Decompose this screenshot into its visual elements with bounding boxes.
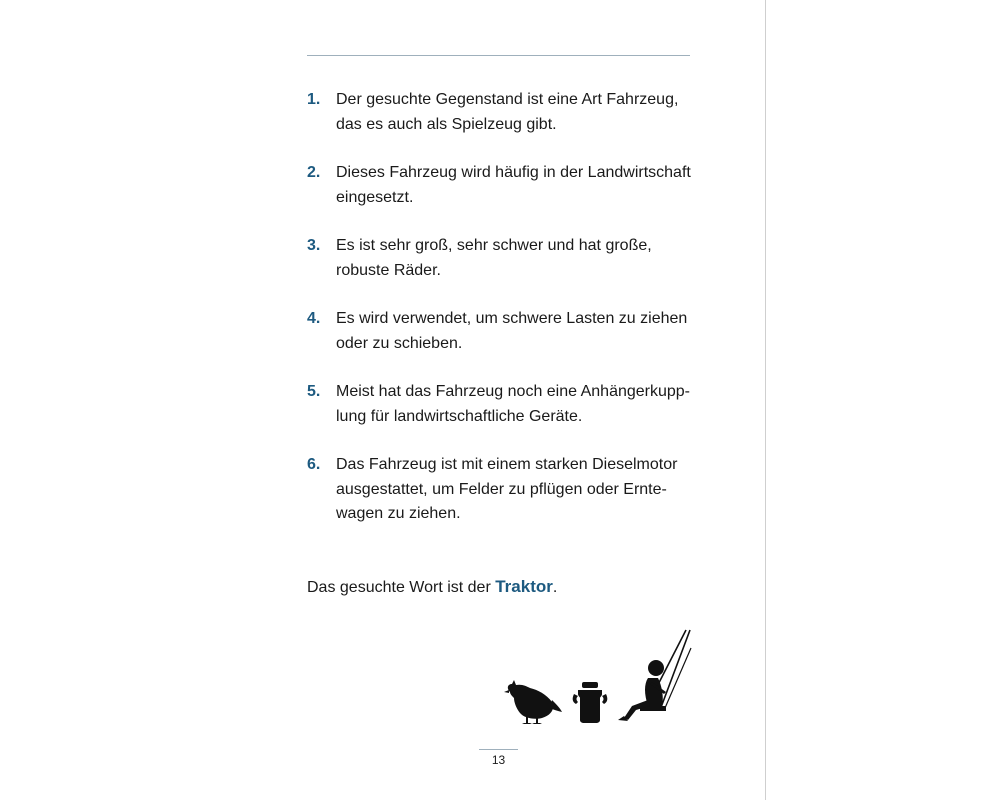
clue-number: 2. (307, 164, 321, 181)
clue-line: oder zu schieben. (336, 334, 463, 352)
clue-text (336, 161, 691, 210)
farm-illustration (500, 628, 695, 728)
clue-list (307, 88, 707, 551)
clue-line: eingesetzt. (336, 188, 414, 206)
clue-number: 4. (307, 310, 321, 327)
clue-number: 6. (307, 456, 321, 473)
clue-item (307, 307, 707, 356)
clue-line: lung für landwirtschaftliche Geräte. (336, 407, 583, 425)
child-on-swing-icon (618, 630, 691, 721)
clue-number: 5. (307, 383, 321, 400)
top-rule (307, 55, 690, 56)
clue-text (336, 453, 677, 527)
clue-line: Dieses Fahrzeug wird häufig in der Landwirtschaft (336, 164, 691, 181)
clue-item (307, 161, 707, 210)
hen-icon (504, 680, 562, 724)
clue-item (307, 234, 707, 283)
page-number: 13 (491, 753, 506, 767)
clue-line: Es wird verwendet, um schwere Lasten zu ziehen (336, 310, 688, 327)
clue-text (336, 307, 687, 356)
clue-item (307, 453, 707, 527)
clue-text (336, 380, 690, 429)
clue-text (336, 234, 652, 283)
clue-line: ausgestattet, um Felder zu pflügen oder Ernte- (336, 480, 667, 498)
milk-can-icon (573, 682, 608, 723)
page-edge-divider (765, 0, 766, 800)
answer-prefix: Das gesuchte Wort ist der (307, 579, 496, 596)
clue-text (336, 88, 678, 137)
clue-line: Der gesuchte Gegenstand ist eine Art Fahrzeug, (336, 91, 679, 108)
answer-word: Traktor (495, 577, 553, 596)
clue-line: robuste Räder. (336, 261, 441, 279)
clue-number: 1. (307, 91, 321, 108)
answer-sentence (307, 575, 557, 600)
clue-item (307, 88, 707, 137)
clue-line: das es auch als Spielzeug gibt. (336, 115, 557, 133)
page-number-rule (479, 749, 518, 750)
clue-line: Das Fahrzeug ist mit einem starken Dieselmotor (336, 456, 678, 473)
clue-line: Es ist sehr groß, sehr schwer und hat große, (336, 237, 652, 254)
clue-item (307, 380, 707, 429)
answer-suffix: . (552, 579, 558, 596)
clue-number: 3. (307, 237, 321, 254)
clue-line: Meist hat das Fahrzeug noch eine Anhängerkupp- (336, 383, 691, 400)
clue-line: wagen zu ziehen. (336, 505, 461, 522)
